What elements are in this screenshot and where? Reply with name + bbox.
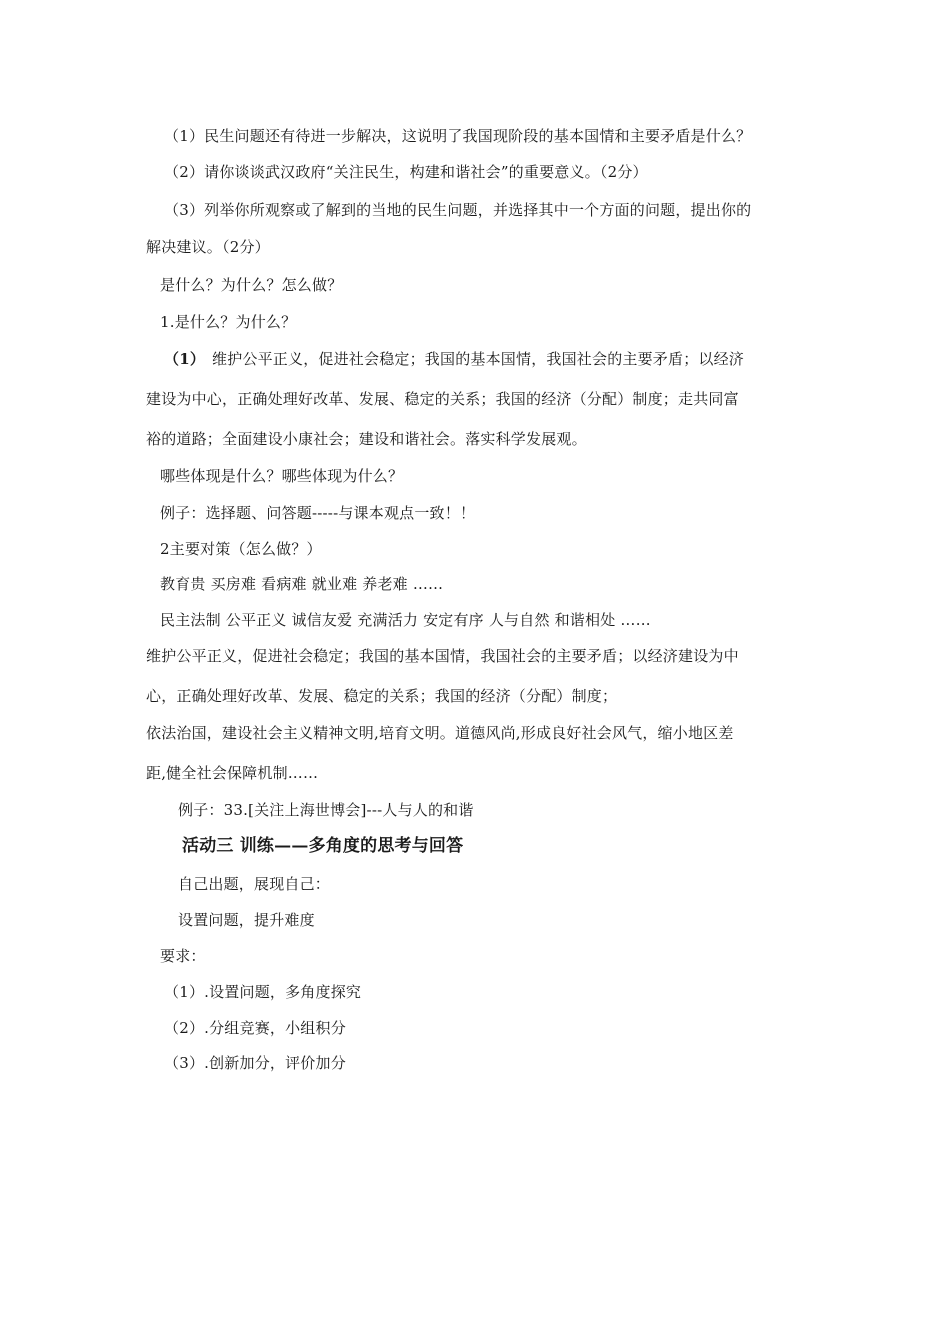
difficulty-line: 设置问题，提升难度 (178, 911, 315, 929)
question-3: （3）列举你所观察或了解到的当地的民生问题，并选择其中一个方面的问题，提出你的 (164, 201, 752, 219)
problems-list: 教育贵 买房难 看病难 就业难 养老难 …… (160, 575, 444, 593)
requirements-heading: 要求： (160, 947, 206, 965)
question-3-continued: 解决建议。（2分） (146, 238, 270, 256)
self-question-line: 自己出题，展现自己： (178, 875, 331, 893)
what-why-how-heading: 是什么？为什么？怎么做？ (160, 276, 343, 294)
reflection-line: 哪些体现是什么？哪些体现为什么？ (160, 467, 404, 485)
activity-3-heading: 活动三 训练——多角度的思考与回答 (182, 836, 464, 856)
answer-1-marker: （1） (164, 350, 206, 368)
requirement-3: （3）.创新加分，评价加分 (164, 1054, 346, 1072)
example-line-2: 例子：33.[关注上海世博会]---人与人的和谐 (178, 801, 474, 819)
requirement-1: （1）.设置问题，多角度探究 (164, 983, 362, 1001)
measures-line-3: 依法治国，建设社会主义精神文明,培育文明。道德风尚,形成良好社会风气，缩小地区差 (146, 724, 734, 742)
example-line-1: 例子：选择题、问答题-----与课本观点一致！！ (160, 504, 476, 522)
measures-line-1: 维护公平正义，促进社会稳定；我国的基本国情，我国社会的主要矛盾；以经济建设为中 (146, 647, 739, 665)
answer-1-line-1: 维护公平正义，促进社会稳定；我国的基本国情，我国社会的主要矛盾；以经济 (212, 350, 745, 368)
question-1: （1）民生问题还有待进一步解决，这说明了我国现阶段的基本国情和主要矛盾是什么？ (164, 127, 752, 145)
measures-line-2: 心，正确处理好改革、发展、稳定的关系；我国的经济（分配）制度； (146, 687, 618, 705)
harmony-features-list: 民主法制 公平正义 诚信友爱 充满活力 安定有序 人与自然 和谐相处 …… (160, 611, 651, 629)
question-2: （2）请你谈谈武汉政府“关注民生，构建和谐社会”的重要意义。（2分） (164, 163, 648, 181)
section-1-heading: 1.是什么？为什么？ (160, 313, 297, 331)
measures-line-4: 距,健全社会保障机制…… (146, 764, 319, 782)
answer-1-line-2: 建设为中心，正确处理好改革、发展、稳定的关系；我国的经济（分配）制度；走共同富 (146, 390, 739, 408)
answer-1-line-3: 裕的道路；全面建设小康社会；建设和谐社会。落实科学发展观。 (146, 430, 587, 448)
requirement-2: （2）.分组竞赛，小组积分 (164, 1019, 346, 1037)
section-2-heading: 2主要对策（怎么做？） (160, 540, 322, 558)
